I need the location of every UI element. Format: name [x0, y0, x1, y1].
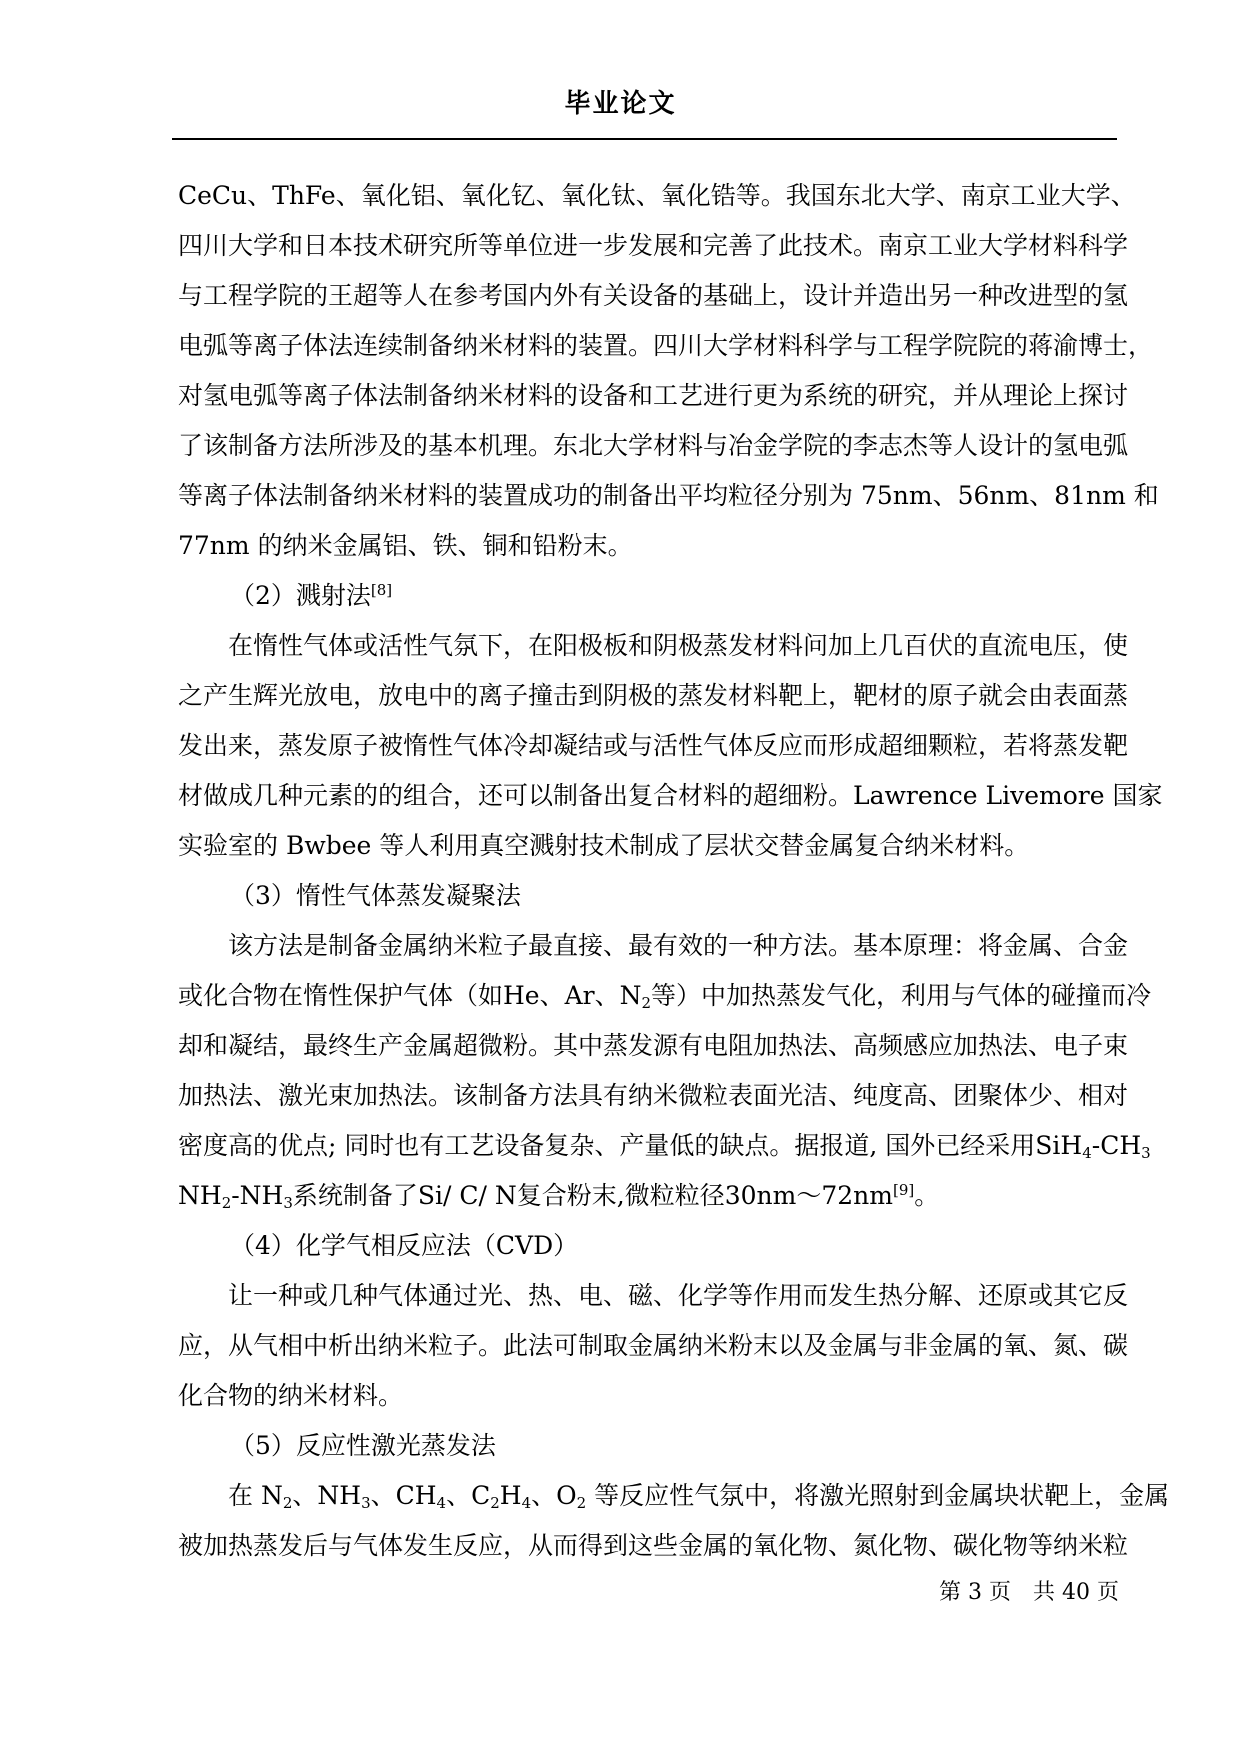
- subscript: 4: [1082, 1144, 1092, 1162]
- citation-ref: [9]: [892, 1181, 915, 1199]
- subscript: 3: [1141, 1144, 1151, 1162]
- section-heading-cvd: （4）化学气相反应法（CVD）: [230, 1231, 579, 1260]
- subscript: 3: [283, 1194, 293, 1212]
- text-line: [178, 971, 1152, 1021]
- text-line: 了该制备方法所涉及的基本机理。东北大学材料与冶金学院的李志杰等人设计的氢电弧: [178, 431, 1129, 460]
- text-line: 77nm 的纳米金属铝、铁、铜和铅粉末。: [178, 531, 633, 560]
- text-run: 系统制备了Si/ C/ N复合粉末,微粒粒径30nm～72nm: [292, 1181, 893, 1210]
- text-line: 化合物的纳米材料。: [178, 1381, 404, 1410]
- text-run: 。: [914, 1181, 940, 1210]
- subscript: 4: [436, 1494, 447, 1512]
- text-line: 之产生辉光放电，放电中的离子撞击到阴极的蒸发材料靶上，靶材的原子就会由表面蒸: [178, 681, 1129, 710]
- subscript: 2: [576, 1494, 587, 1512]
- text-run: 等）中加热蒸发气化，利用与气体的碰撞而冷: [651, 981, 1152, 1010]
- text-run: -NH: [231, 1181, 284, 1210]
- text-run: 或化合物在惰性保护气体（如He、Ar、N: [178, 981, 642, 1010]
- heading-text: （2）溅射法: [230, 581, 371, 610]
- text-run: H: [499, 1481, 522, 1510]
- text-line: [178, 1471, 1170, 1521]
- text-run: 、O: [531, 1481, 577, 1510]
- text-run: 密度高的优点; 同时也有工艺设备复杂、产量低的缺点。据报道, 国外已经采用SiH: [178, 1131, 1083, 1160]
- header-rule: [172, 138, 1117, 140]
- text-line: 等离子体法制备纳米材料的装置成功的制备出平均粒径分别为 75nm、56nm、81nm 和: [178, 481, 1159, 510]
- text-line: 材做成几种元素的的组合，还可以制备出复合材料的超细粉。Lawrence Livemore 国家: [178, 781, 1163, 810]
- text-line: 对氢电弧等离子体法制备纳米材料的设备和工艺进行更为系统的研究，并从理论上探讨: [178, 381, 1129, 410]
- section-heading-laser: （5）反应性激光蒸发法: [230, 1431, 496, 1460]
- text-line: 却和凝结，最终生产金属超微粉。其中蒸发源有电阻加热法、高频感应加热法、电子束: [178, 1031, 1129, 1060]
- text-line: 应，从气相中析出纳米粒子。此法可制取金属纳米粉末以及金属与非金属的氧、氮、碳: [178, 1331, 1129, 1360]
- citation-ref: [8]: [370, 581, 393, 599]
- body-text: [178, 171, 1170, 1571]
- subscript: 4: [521, 1494, 532, 1512]
- subscript: 2: [490, 1494, 500, 1512]
- text-line: 四川大学和日本技术研究所等单位进一步发展和完善了此技术。南京工业大学材料科学: [178, 231, 1129, 260]
- text-line: [178, 1171, 1118, 1221]
- subscript: 2: [641, 994, 652, 1012]
- text-line: 电弧等离子体法连续制备纳米材料的装置。四川大学材料科学与工程学院院的蒋渝博士，: [178, 331, 1154, 360]
- subscript: 2: [282, 1494, 293, 1512]
- text-line: 被加热蒸发后与气体发生反应，从而得到这些金属的氧化物、氮化物、碳化物等纳米粒: [178, 1531, 1129, 1560]
- section-heading-inert-gas: （3）惰性气体蒸发凝聚法: [230, 881, 521, 910]
- text-line: 与工程学院的王超等人在参考国内外有关设备的基础上，设计并造出另一种改进型的氢: [178, 281, 1129, 310]
- text-line: 让一种或几种气体通过光、热、电、磁、化学等作用而发生热分解、还原或其它反: [228, 1281, 1129, 1310]
- text-line: [178, 1121, 1151, 1171]
- text-run: -CH: [1091, 1131, 1142, 1160]
- text-run: NH: [178, 1181, 222, 1210]
- page-number-footer: 第 3 页 共 40 页: [939, 1580, 1119, 1605]
- text-run: 等反应性气氛中，将激光照射到金属块状靶上，金属: [586, 1481, 1170, 1510]
- section-heading-sputtering: [178, 571, 1118, 621]
- page-header-title: 毕业论文: [564, 89, 677, 119]
- text-run: 、NH: [292, 1481, 362, 1510]
- text-run: 在 N: [228, 1481, 283, 1510]
- text-line: 加热法、激光束加热法。该制备方法具有纳米微粒表面光洁、纯度高、团聚体少、相对: [178, 1081, 1129, 1110]
- subscript: 2: [221, 1194, 232, 1212]
- text-line: 实验室的 Bwbee 等人利用真空溅射技术制成了层状交替金属复合纳米材料。: [178, 831, 1030, 860]
- text-line: 发出来，蒸发原子被惰性气体冷却凝结或与活性气体反应而形成超细颗粒，若将蒸发靶: [178, 731, 1129, 760]
- text-line: 在惰性气体或活性气氛下，在阳极板和阴极蒸发材料问加上几百伏的直流电压，使: [228, 631, 1129, 660]
- subscript: 3: [361, 1494, 371, 1512]
- text-run: 、C: [446, 1481, 491, 1510]
- text-line: CeCu、ThFe、氧化铝、氧化钇、氧化钛、氧化锆等。我国东北大学、南京工业大学、: [178, 181, 1136, 210]
- text-run: 、CH: [370, 1481, 437, 1510]
- text-line: 该方法是制备金属纳米粒子最直接、最有效的一种方法。基本原理：将金属、合金: [228, 931, 1129, 960]
